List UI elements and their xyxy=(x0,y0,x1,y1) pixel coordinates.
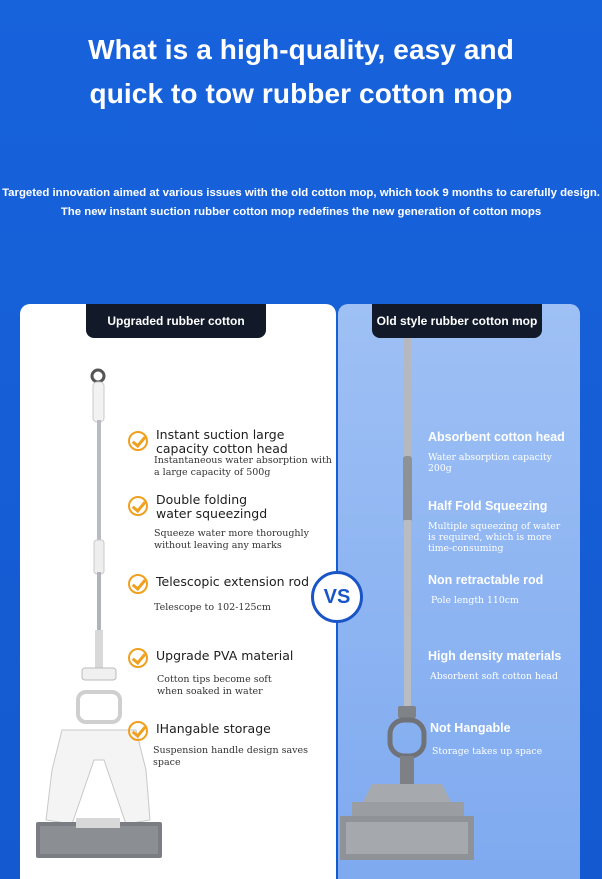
feature-desc: Instantaneous water absorption with a large capacity of 500g xyxy=(154,455,332,478)
old-style-tab: Old style rubber cotton mop xyxy=(372,304,542,338)
old-feature-desc: Multiple squeezing of water is required, which is more time-consuming xyxy=(428,521,561,554)
check-circle-icon xyxy=(128,431,148,451)
old-feature-not-hangable xyxy=(430,720,572,757)
old-feature-desc: Water absorption capacity 200g xyxy=(428,452,552,474)
feature-title: Telescopic extension rod xyxy=(156,574,310,589)
check-circle-icon xyxy=(128,496,148,516)
feature-title: Instant suction large capacity cotton head xyxy=(156,427,288,456)
old-feature-desc: Absorbent soft cotton head xyxy=(430,671,558,682)
old-feature-title: High density materials xyxy=(428,649,562,663)
check-circle-icon xyxy=(128,648,148,668)
old-feature-absorbent-head xyxy=(428,429,568,474)
title-line-1: What is a high-quality, easy and xyxy=(88,34,514,65)
feature-desc: Cotton tips become soft when soaked in water xyxy=(157,674,272,697)
vs-badge: VS xyxy=(311,571,363,623)
title-line-2: quick to tow rubber cotton mop xyxy=(89,78,513,109)
old-feature-title: Non retractable rod xyxy=(428,573,544,587)
old-feature-title: Half Fold Squeezing xyxy=(428,499,548,513)
check-circle-icon xyxy=(128,721,148,741)
upgraded-tab: Upgraded rubber cotton xyxy=(86,304,266,338)
feature-desc: Telescope to 102-125cm xyxy=(154,602,271,613)
feature-title: Double folding water squeezingd xyxy=(156,492,268,521)
feature-title: IHangable storage xyxy=(156,721,271,736)
old-feature-non-retractable xyxy=(428,572,571,606)
feature-title: Upgrade PVA material xyxy=(156,648,294,663)
old-feature-half-fold xyxy=(428,498,568,554)
old-feature-title: Absorbent cotton head xyxy=(428,430,565,444)
feature-desc: Suspension handle design saves space xyxy=(153,745,308,768)
check-circle-icon xyxy=(128,574,148,594)
subtitle-line-1: Targeted innovation aimed at various issues with the old cotton mop, which took 9 months to carefully design. xyxy=(2,187,600,199)
old-feature-desc: Pole length 110cm xyxy=(431,595,519,606)
old-feature-title: Not Hangable xyxy=(430,721,511,735)
old-feature-high-density xyxy=(428,648,570,682)
feature-desc: Squeeze water more thoroughly without leaving any marks xyxy=(154,528,309,551)
old-feature-desc: Storage takes up space xyxy=(432,746,543,757)
subtitle-line-2: The new instant suction rubber cotton mop redefines the new generation of cotton mops xyxy=(60,206,542,218)
